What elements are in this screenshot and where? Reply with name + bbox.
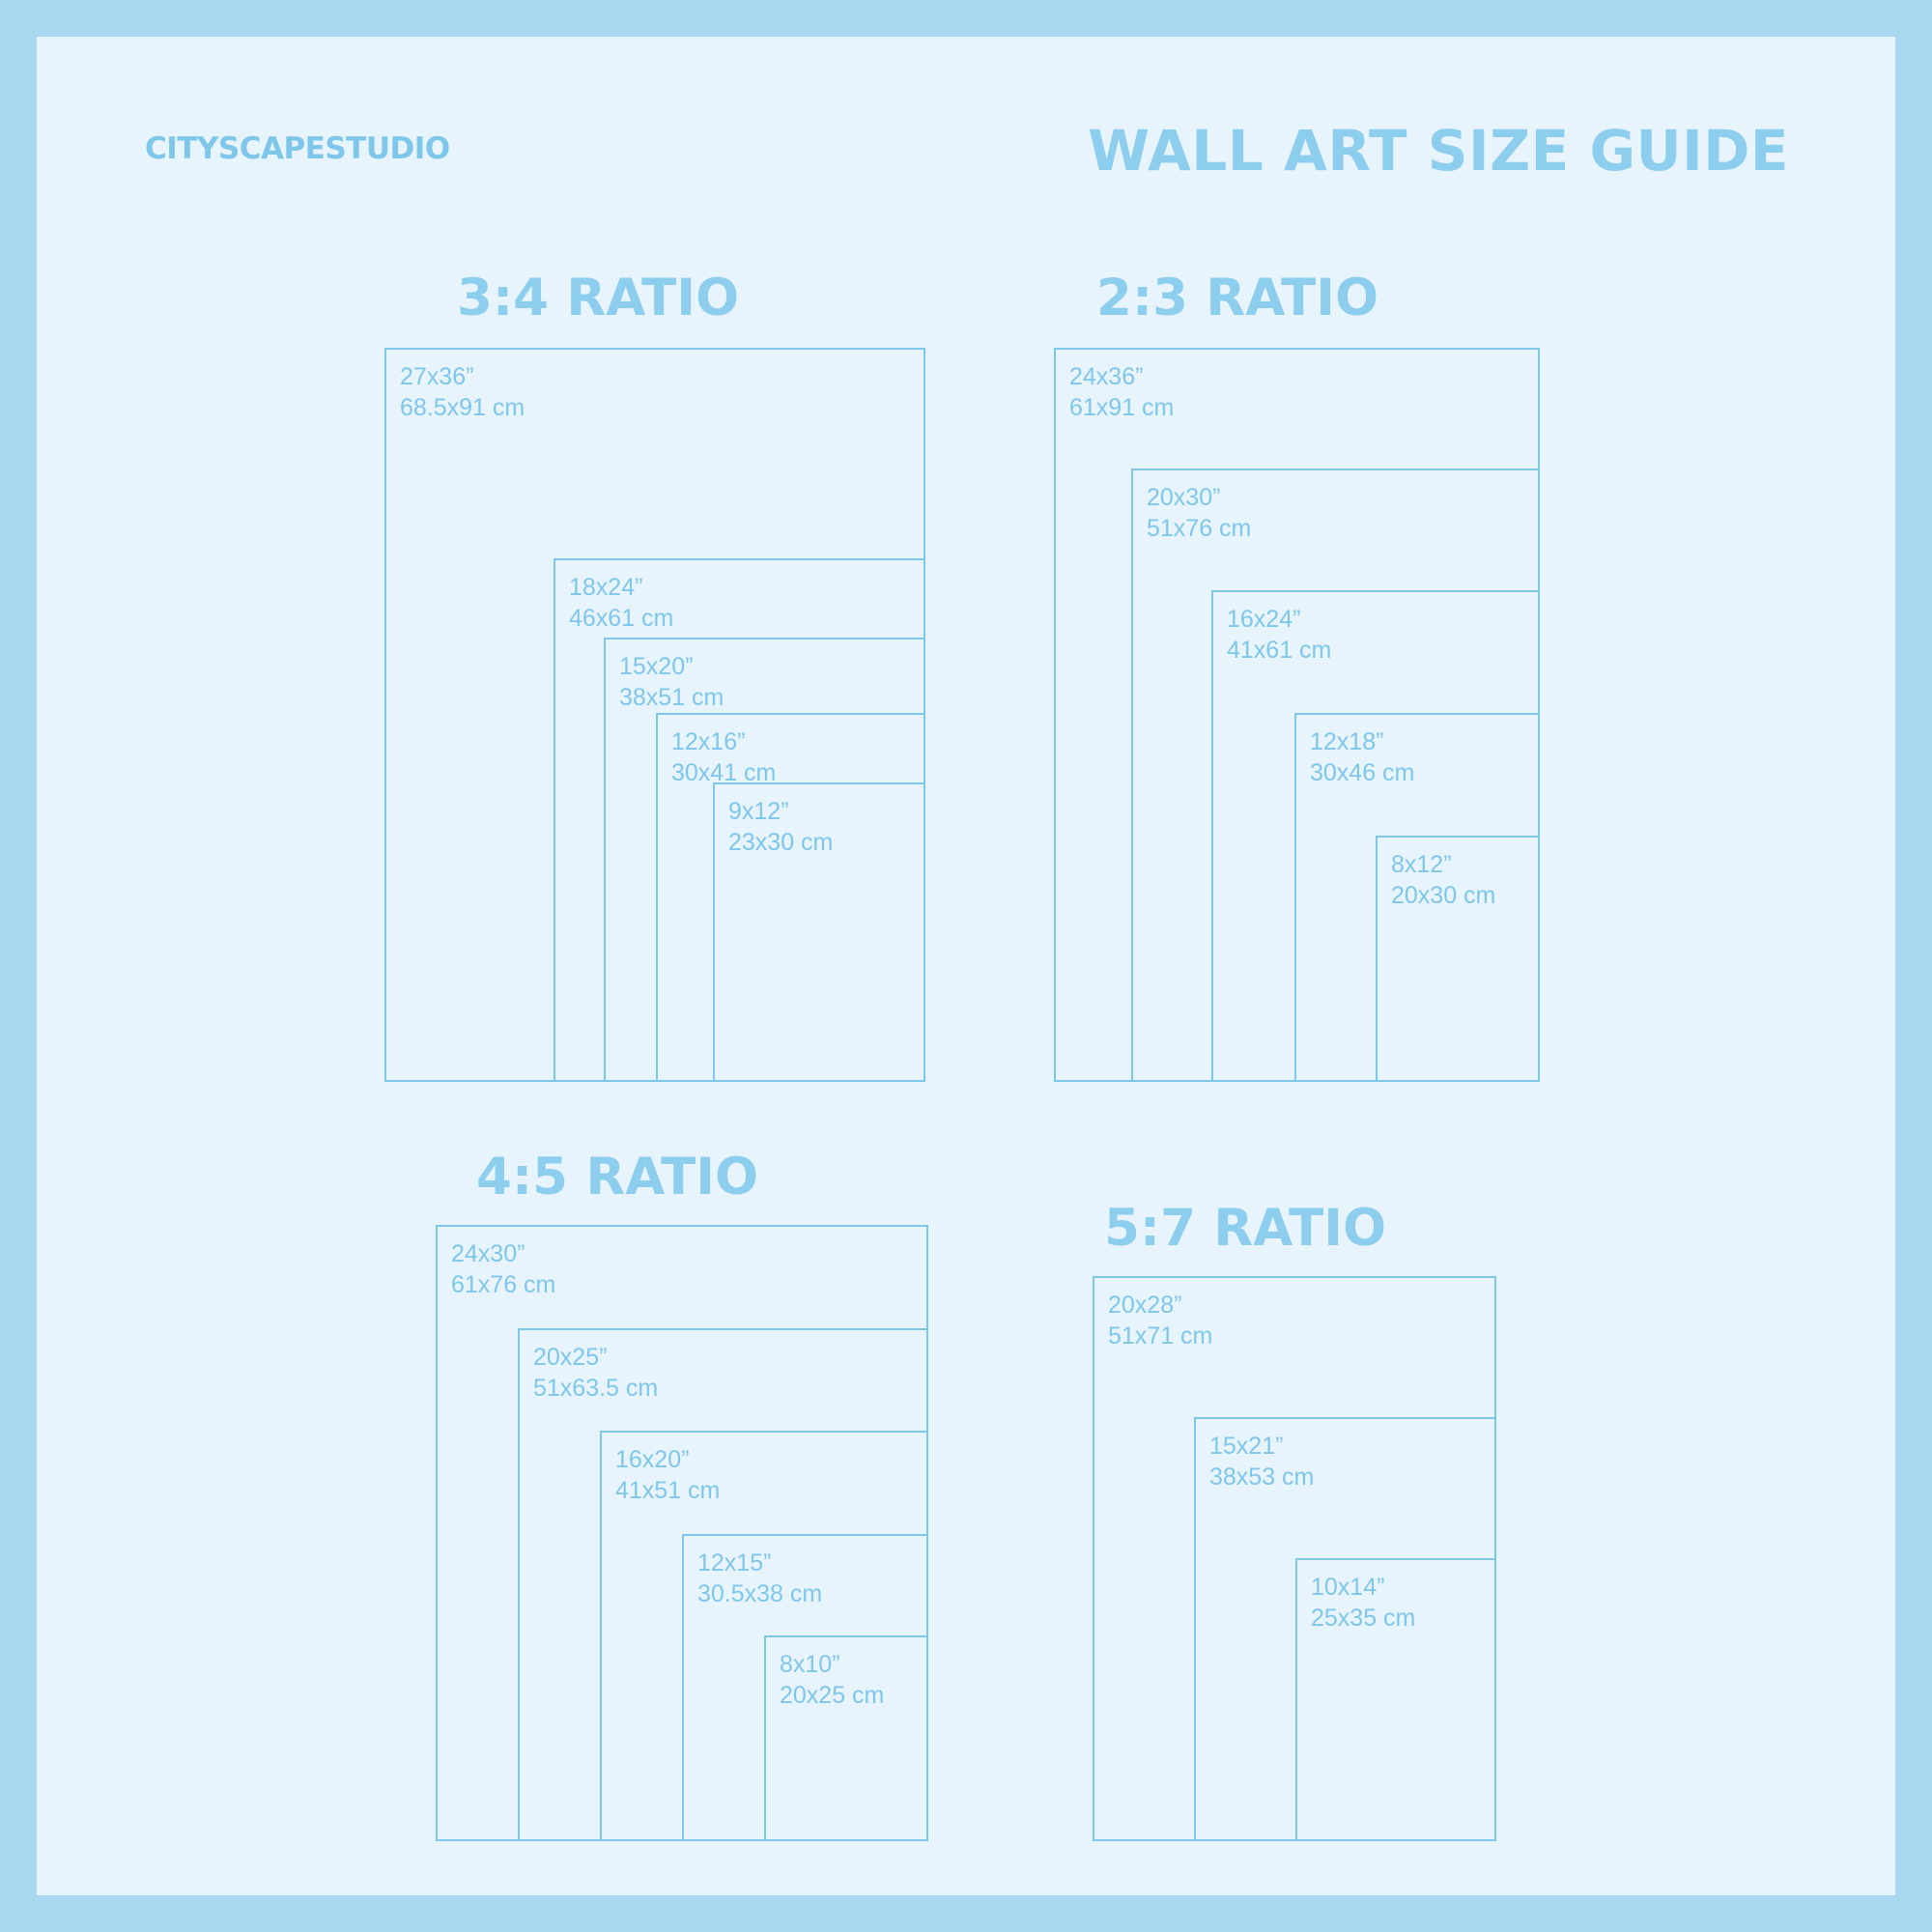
frame-8x12[interactable] [1376, 836, 1540, 1082]
frame-label-10x14: 10x14” 25x35 cm [1311, 1574, 1416, 1632]
frame-label-12x16: 12x16” 30x41 cm [671, 728, 777, 786]
frame-label-24x36: 24x36” 61x91 cm [1069, 363, 1175, 421]
section-heading-5-7: 5:7 RATIO [1104, 1199, 1387, 1258]
frame-label-9x12: 9x12” 23x30 cm [728, 798, 834, 856]
frame-label-15x21: 15x21” 38x53 cm [1209, 1433, 1315, 1491]
frame-label-16x20: 16x20” 41x51 cm [615, 1446, 721, 1504]
frame-10x14[interactable] [1295, 1558, 1496, 1841]
frame-label-8x12: 8x12” 20x30 cm [1391, 851, 1496, 909]
frame-label-15x20: 15x20” 38x51 cm [619, 653, 724, 711]
frame-label-12x15: 12x15” 30.5x38 cm [697, 1549, 823, 1607]
poster-canvas [37, 37, 1895, 1895]
frame-label-16x24: 16x24” 41x61 cm [1227, 606, 1332, 664]
brand-logo: CITYSCAPESTUDIO [145, 131, 450, 166]
frame-label-18x24: 18x24” 46x61 cm [569, 574, 674, 632]
frame-label-8x10: 8x10” 20x25 cm [780, 1651, 885, 1709]
section-heading-2-3: 2:3 RATIO [1096, 269, 1379, 327]
frame-label-20x25: 20x25” 51x63.5 cm [533, 1344, 659, 1402]
section-heading-3-4: 3:4 RATIO [457, 269, 740, 327]
frame-label-20x30: 20x30” 51x76 cm [1147, 484, 1252, 542]
frame-8x10[interactable] [764, 1635, 928, 1841]
frame-label-27x36: 27x36” 68.5x91 cm [400, 363, 526, 421]
frame-9x12[interactable] [713, 782, 925, 1082]
frame-label-20x28: 20x28” 51x71 cm [1108, 1292, 1213, 1350]
section-heading-4-5: 4:5 RATIO [476, 1148, 759, 1207]
page-title: WALL ART SIZE GUIDE [1088, 118, 1789, 184]
frame-label-12x18: 12x18” 30x46 cm [1310, 728, 1415, 786]
frame-label-24x30: 24x30” 61x76 cm [451, 1240, 556, 1298]
